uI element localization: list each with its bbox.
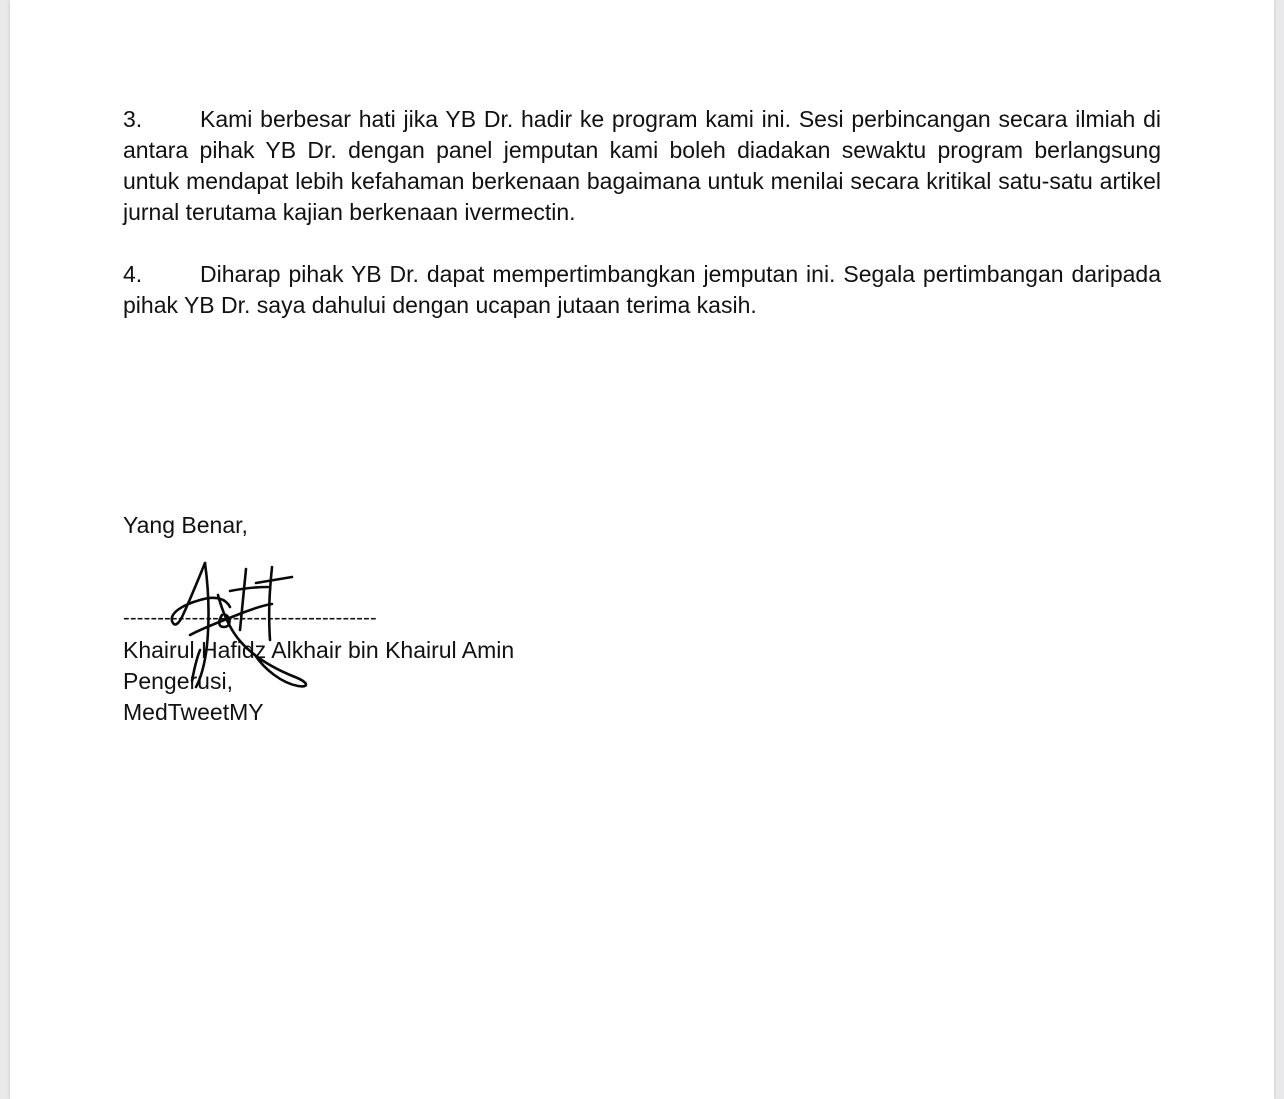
- signer-name: Khairul Hafidz Alkhair bin Khairul Amin: [123, 637, 515, 663]
- signer-organization: MedTweetMY: [123, 699, 264, 725]
- paragraph-3: [123, 104, 1161, 228]
- document-page: [10, 0, 1274, 1099]
- paragraph-number: 4.: [123, 261, 143, 287]
- paragraph-text: Diharap pihak YB Dr. dapat mempertimbangkan jemputan ini. Segala pertimbangan daripada pihak YB Dr. saya dahului dengan ucapan jutaan terima kasih.: [123, 261, 1161, 318]
- signature-line: -------------------------------------: [123, 607, 377, 629]
- paragraph-text: Kami berbesar hati jika YB Dr. hadir ke program kami ini. Sesi perbincangan secara ilmiah di antara pihak YB Dr. dengan panel jemputan kami boleh diadakan sewaktu program berlangsung untuk mendapat lebih kefahaman berkenaan bagaimana untuk menilai secara kritikal satu-satu artikel jurnal terutama kajian berkenaan ivermectin.: [123, 106, 1161, 225]
- paragraph-4: [123, 259, 1161, 321]
- handwritten-signature: [160, 555, 320, 695]
- paragraph-number: 3.: [123, 106, 143, 132]
- letter-body: [123, 104, 1161, 352]
- closing-salutation: Yang Benar,: [123, 512, 248, 538]
- signer-title: Pengerusi,: [123, 668, 233, 694]
